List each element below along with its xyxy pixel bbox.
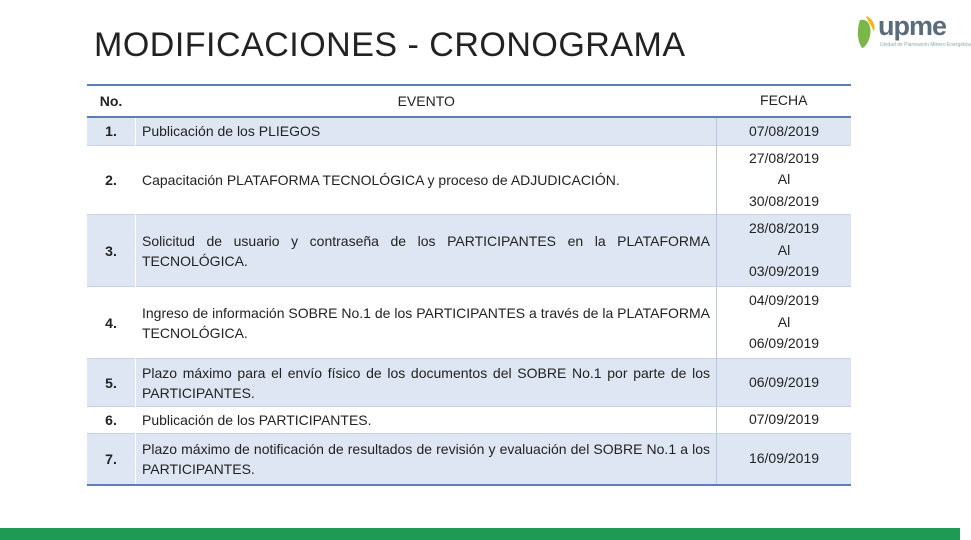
row-date — [717, 359, 852, 407]
date-line: 04/09/2019 — [748, 292, 820, 309]
row-date — [717, 117, 852, 145]
row-event: Publicación de los PLIEGOS — [136, 117, 717, 145]
table-body — [87, 117, 851, 485]
table-header-row — [87, 85, 851, 117]
row-number: 2. — [87, 145, 136, 215]
date-line: 07/08/2019 — [748, 122, 820, 139]
date-line: 07/09/2019 — [748, 411, 820, 427]
date-line: 16/09/2019 — [748, 450, 820, 466]
row-number: 4. — [87, 287, 136, 359]
row-date — [717, 215, 852, 287]
upme-leaf-logo-icon — [856, 14, 878, 50]
row-number: 1. — [87, 117, 136, 145]
date-line: 30/08/2019 — [748, 192, 820, 209]
date-line: 03/09/2019 — [748, 263, 820, 280]
date-line: 06/09/2019 — [748, 373, 820, 390]
table-row — [87, 407, 851, 434]
upme-logo — [856, 11, 971, 50]
row-event: Plazo máximo para el envío físico de los documentos del SOBRE No.1 por parte de los PARTICIPANTES. — [136, 359, 717, 407]
header-event: EVENTO — [397, 93, 455, 109]
date-line: Al — [777, 241, 791, 258]
date-line: Al — [777, 171, 791, 187]
schedule-table — [87, 84, 851, 486]
row-date — [717, 287, 852, 359]
header-date: FECHA — [760, 92, 808, 109]
footer-bar — [0, 528, 960, 540]
row-number: 5. — [87, 359, 136, 407]
table-row — [87, 145, 851, 215]
row-event: Solicitud de usuario y contraseña de los PARTICIPANTES en la PLATAFORMA TECNOLÓGICA. — [136, 215, 717, 287]
date-line: 06/09/2019 — [748, 335, 820, 352]
table-row — [87, 215, 851, 287]
logo-wordmark: upme — [878, 11, 947, 41]
date-line: Al — [777, 313, 791, 330]
row-date — [717, 433, 852, 485]
row-date — [717, 145, 852, 215]
slide-title: MODIFICACIONES - CRONOGRAMA — [94, 26, 686, 64]
row-number: 3. — [87, 215, 136, 287]
row-event: Plazo máximo de notificación de resultados de revisión y evaluación del SOBRE No.1 a los PARTICIPANTES. — [136, 433, 717, 485]
header-no: No. — [87, 85, 136, 117]
logo-tagline: Unidad de Planeación Minero Energética — [880, 42, 971, 48]
row-event: Ingreso de información SOBRE No.1 de los PARTICIPANTES a través de la PLATAFORMA TECNOLÓGICA. — [136, 287, 717, 359]
table-row — [87, 433, 851, 485]
row-number: 6. — [87, 407, 136, 434]
table-row — [87, 359, 851, 407]
row-date — [717, 407, 852, 434]
row-number: 7. — [87, 433, 136, 485]
table-row — [87, 117, 851, 145]
date-line: 27/08/2019 — [748, 149, 820, 166]
date-line: 28/08/2019 — [748, 220, 820, 237]
row-event: Capacitación PLATAFORMA TECNOLÓGICA y proceso de ADJUDICACIÓN. — [136, 145, 717, 215]
row-event: Publicación de los PARTICIPANTES. — [136, 407, 717, 434]
table-row — [87, 287, 851, 359]
